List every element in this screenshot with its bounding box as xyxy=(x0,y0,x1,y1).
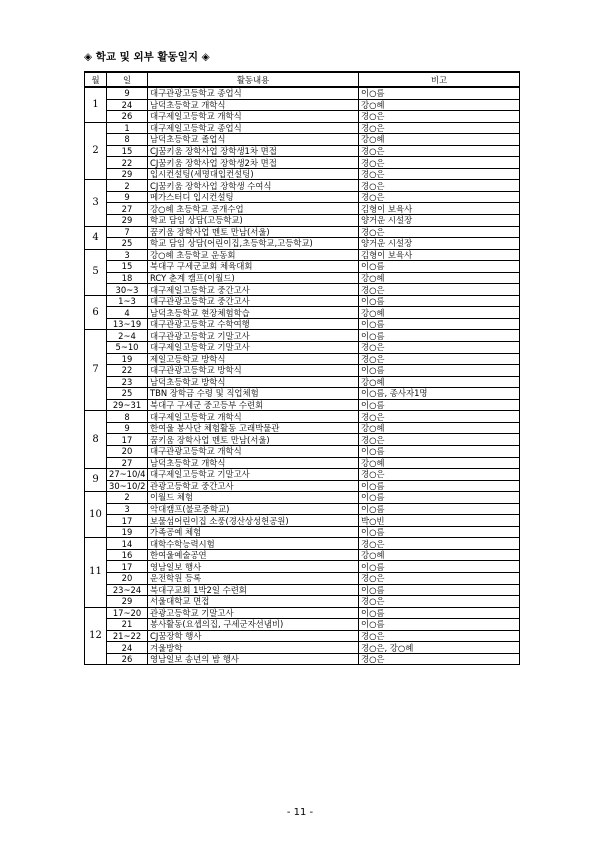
activity-cell: 학교 담임 상담(고등학교) xyxy=(148,215,359,227)
table-row xyxy=(85,422,520,434)
day-cell: 7 xyxy=(107,226,148,238)
activity-cell: 관광고등학교 기말고사 xyxy=(148,607,359,619)
day-cell: 9 xyxy=(107,191,148,203)
activity-cell: 강○혜 초등학교 공개수업 xyxy=(148,203,359,215)
activity-cell: 남덕초등학교 현장체험학습 xyxy=(148,307,359,319)
activity-cell: 남덕초등학교 개학식 xyxy=(148,99,359,111)
activity-cell: 메가스터디 입시컨설팅 xyxy=(148,191,359,203)
header-month: 월 xyxy=(85,72,107,87)
day-cell: 22 xyxy=(107,157,148,169)
month-cell: 12 xyxy=(85,607,107,665)
activity-cell: 대구관광고등학교 종업식 xyxy=(148,87,359,99)
note-cell: 이○름 xyxy=(359,261,520,273)
day-cell: 30~10/2 xyxy=(107,480,148,492)
note-cell: 강○혜 xyxy=(359,99,520,111)
table-row xyxy=(85,261,520,273)
note-cell: 경○은 xyxy=(359,653,520,665)
activity-cell: 남덕초등학교 졸업식 xyxy=(148,134,359,146)
day-cell: 15 xyxy=(107,261,148,273)
day-cell: 24 xyxy=(107,642,148,654)
activity-cell: 남덕초등학교 방학식 xyxy=(148,376,359,388)
activity-cell: 입시컨설팅(세명대입컨설팅) xyxy=(148,168,359,180)
table-row xyxy=(85,122,520,134)
day-cell: 26 xyxy=(107,653,148,665)
table-row xyxy=(85,215,520,227)
note-cell: 이○름 xyxy=(359,365,520,377)
month-cell: 9 xyxy=(85,469,107,492)
activity-cell: 대구제일고등학교 종업식 xyxy=(148,122,359,134)
note-cell: 경○은 xyxy=(359,180,520,192)
table-row xyxy=(85,526,520,538)
month-cell: 6 xyxy=(85,295,107,330)
activity-cell: 강○혜 초등학교 운동회 xyxy=(148,249,359,261)
day-cell: 20 xyxy=(107,445,148,457)
table-row xyxy=(85,342,520,354)
table-row xyxy=(85,399,520,411)
activity-cell: CJ꿈키움 장학사업 장학생2차 면접 xyxy=(148,157,359,169)
day-cell: 15 xyxy=(107,145,148,157)
day-cell: 2 xyxy=(107,492,148,504)
note-cell: 강○혜 xyxy=(359,457,520,469)
day-cell: 21~22 xyxy=(107,630,148,642)
month-cell: 2 xyxy=(85,122,107,180)
day-cell: 26 xyxy=(107,111,148,123)
table-row xyxy=(85,249,520,261)
day-cell: 30~3 xyxy=(107,284,148,296)
note-cell: 박○빈 xyxy=(359,515,520,527)
header-note: 비고 xyxy=(359,72,520,87)
activity-cell: 대구관광고등학교 개학식 xyxy=(148,445,359,457)
note-cell: 이○름 xyxy=(359,584,520,596)
note-cell: 경○은 xyxy=(359,630,520,642)
month-cell: 3 xyxy=(85,180,107,226)
note-cell: 경○은 xyxy=(359,284,520,296)
day-cell: 8 xyxy=(107,134,148,146)
day-cell: 4 xyxy=(107,307,148,319)
day-cell: 1 xyxy=(107,122,148,134)
day-cell: 23~24 xyxy=(107,584,148,596)
note-cell: 경○은, 강○혜 xyxy=(359,642,520,654)
activity-cell: 대구관광고등학교 방학식 xyxy=(148,365,359,377)
day-cell: 9 xyxy=(107,87,148,99)
table-row xyxy=(85,99,520,111)
activity-cell: 대구제일고등학교 기말고사 xyxy=(148,342,359,354)
month-cell: 10 xyxy=(85,492,107,538)
table-row xyxy=(85,180,520,192)
table-row xyxy=(85,642,520,654)
table-row xyxy=(85,330,520,342)
activity-cell: 대구제일고등학교 개학식 xyxy=(148,111,359,123)
table-row xyxy=(85,157,520,169)
day-cell: 29 xyxy=(107,596,148,608)
activity-log-table xyxy=(84,71,520,665)
table-row xyxy=(85,238,520,250)
table-row xyxy=(85,584,520,596)
table-row xyxy=(85,480,520,492)
month-cell: 5 xyxy=(85,249,107,295)
activity-cell: 대구관광고등학교 중간고사 xyxy=(148,295,359,307)
table-row xyxy=(85,87,520,99)
day-cell: 22 xyxy=(107,365,148,377)
activity-cell: 한여울 봉사단 체험활동 고래박물관 xyxy=(148,422,359,434)
day-cell: 17 xyxy=(107,434,148,446)
table-row xyxy=(85,561,520,573)
day-cell: 18 xyxy=(107,272,148,284)
table-row xyxy=(85,492,520,504)
page-title: ◈ 학교 및 외부 활동일지 ◈ xyxy=(84,51,210,63)
table-row xyxy=(85,445,520,457)
activity-cell: TBN 장학금 수령 및 직업체험 xyxy=(148,388,359,400)
table-row xyxy=(85,503,520,515)
table-row xyxy=(85,376,520,388)
table-row xyxy=(85,457,520,469)
table-row xyxy=(85,272,520,284)
day-cell: 19 xyxy=(107,353,148,365)
activity-cell: 가족공예 체험 xyxy=(148,526,359,538)
activity-cell: 꿈키움 장학사업 멘토 만남(서울) xyxy=(148,226,359,238)
activity-cell: 북대구교회 1박2일 수련회 xyxy=(148,584,359,596)
table-row xyxy=(85,630,520,642)
month-cell: 1 xyxy=(85,87,107,122)
note-cell: 경○은 xyxy=(359,168,520,180)
note-cell: 이○름 xyxy=(359,492,520,504)
note-cell: 강○혜 xyxy=(359,549,520,561)
day-cell: 14 xyxy=(107,538,148,550)
month-cell: 11 xyxy=(85,538,107,607)
note-cell: 경○은 xyxy=(359,145,520,157)
note-cell: 양거운 시설장 xyxy=(359,215,520,227)
note-cell: 이○름 xyxy=(359,295,520,307)
day-cell: 3 xyxy=(107,249,148,261)
note-cell: 경○은 xyxy=(359,538,520,550)
day-cell: 25 xyxy=(107,238,148,250)
activity-cell: 운전학원 등록 xyxy=(148,572,359,584)
day-cell: 3 xyxy=(107,503,148,515)
day-cell: 9 xyxy=(107,422,148,434)
activity-cell: 대학수학능력시험 xyxy=(148,538,359,550)
table-row xyxy=(85,191,520,203)
activity-cell: 북대구 구세군 중고등부 수련회 xyxy=(148,399,359,411)
note-cell: 강○혜 xyxy=(359,307,520,319)
activity-cell: 악대캠프(불로중학교) xyxy=(148,503,359,515)
activity-cell: 봉사활동(요셉의집, 구세군자선냄비) xyxy=(148,619,359,631)
table-row xyxy=(85,653,520,665)
activity-cell: 대구관광고등학교 기말고사 xyxy=(148,330,359,342)
table-row xyxy=(85,411,520,423)
activity-cell: CJ꿈키움 장학사업 장학생 수여식 xyxy=(148,180,359,192)
table-row xyxy=(85,307,520,319)
activity-cell: 겨울방학 xyxy=(148,642,359,654)
table-row xyxy=(85,469,520,481)
activity-cell: 대구제일고등학교 기말고사 xyxy=(148,469,359,481)
note-cell: 김형이 보육사 xyxy=(359,203,520,215)
activity-cell: 영남일보 행사 xyxy=(148,561,359,573)
table-row xyxy=(85,134,520,146)
table-row xyxy=(85,203,520,215)
note-cell: 이○름 xyxy=(359,607,520,619)
day-cell: 27~10/4 xyxy=(107,469,148,481)
activity-cell: CJ꿈키움 장학사업 장학생1차 면접 xyxy=(148,145,359,157)
day-cell: 23 xyxy=(107,376,148,388)
day-cell: 19 xyxy=(107,526,148,538)
month-cell: 8 xyxy=(85,411,107,469)
day-cell: 29~31 xyxy=(107,399,148,411)
note-cell: 이○름 xyxy=(359,399,520,411)
note-cell: 경○은 xyxy=(359,596,520,608)
day-cell: 29 xyxy=(107,168,148,180)
activity-cell: 학교 담임 상담(어린이집,초등학교,고등학교) xyxy=(148,238,359,250)
month-cell: 4 xyxy=(85,226,107,249)
note-cell: 경○은 xyxy=(359,111,520,123)
note-cell: 경○은 xyxy=(359,122,520,134)
note-cell: 이○름 xyxy=(359,526,520,538)
note-cell: 경○은 xyxy=(359,226,520,238)
day-cell: 20 xyxy=(107,572,148,584)
day-cell: 1~3 xyxy=(107,295,148,307)
note-cell: 김형이 보육사 xyxy=(359,249,520,261)
activity-cell: 보물섬어린이집 소풍(경산상성헌공원) xyxy=(148,515,359,527)
note-cell: 경○은 xyxy=(359,353,520,365)
note-cell: 경○은 xyxy=(359,469,520,481)
note-cell: 강○혜 xyxy=(359,376,520,388)
activity-cell: 제일고등학교 방학식 xyxy=(148,353,359,365)
note-cell: 경○은 xyxy=(359,342,520,354)
day-cell: 27 xyxy=(107,457,148,469)
table-row xyxy=(85,388,520,400)
day-cell: 17~20 xyxy=(107,607,148,619)
header-activity: 활동내용 xyxy=(148,72,359,87)
note-cell: 이○름 xyxy=(359,619,520,631)
note-cell: 경○은 xyxy=(359,572,520,584)
activity-cell: 영남일보 송년의 밤 행사 xyxy=(148,653,359,665)
note-cell: 양거운 시설장 xyxy=(359,238,520,250)
table-row xyxy=(85,284,520,296)
day-cell: 2~4 xyxy=(107,330,148,342)
note-cell: 경○은 xyxy=(359,434,520,446)
note-cell: 경○은 xyxy=(359,191,520,203)
table-row xyxy=(85,111,520,123)
day-cell: 27 xyxy=(107,203,148,215)
table-row xyxy=(85,549,520,561)
table-row xyxy=(85,168,520,180)
day-cell: 25 xyxy=(107,388,148,400)
table-body xyxy=(85,87,520,665)
table-row xyxy=(85,353,520,365)
day-cell: 21 xyxy=(107,619,148,631)
activity-cell: CJ꿈장학 행사 xyxy=(148,630,359,642)
day-cell: 24 xyxy=(107,99,148,111)
activity-cell: 한여울예술공연 xyxy=(148,549,359,561)
table-header-row xyxy=(85,72,520,87)
table-row xyxy=(85,572,520,584)
activity-cell: 관광고등학교 중간고사 xyxy=(148,480,359,492)
table-row xyxy=(85,596,520,608)
table-row xyxy=(85,538,520,550)
note-cell: 강○혜 xyxy=(359,272,520,284)
table-row xyxy=(85,318,520,330)
note-cell: 강○혜 xyxy=(359,134,520,146)
activity-cell: 북대구 구세군교회 체육대회 xyxy=(148,261,359,273)
header-day: 일 xyxy=(107,72,148,87)
table-row xyxy=(85,434,520,446)
note-cell: 이○름 xyxy=(359,503,520,515)
activity-cell: 꿈키움 장학사업 멘토 만남(서울) xyxy=(148,434,359,446)
note-cell: 강○혜 xyxy=(359,422,520,434)
activity-cell: 남덕초등학교 개학식 xyxy=(148,457,359,469)
table-row xyxy=(85,607,520,619)
activity-cell: 대구제일고등학교 중간고사 xyxy=(148,284,359,296)
activity-cell: 대구제일고등학교 개학식 xyxy=(148,411,359,423)
activity-cell: 대구관광고등학교 수학여행 xyxy=(148,318,359,330)
day-cell: 17 xyxy=(107,561,148,573)
note-cell: 이○름 xyxy=(359,318,520,330)
note-cell: 이○름 xyxy=(359,330,520,342)
note-cell: 경○은 xyxy=(359,157,520,169)
note-cell: 이○름 xyxy=(359,561,520,573)
table-row xyxy=(85,226,520,238)
table-row xyxy=(85,295,520,307)
day-cell: 16 xyxy=(107,549,148,561)
day-cell: 8 xyxy=(107,411,148,423)
day-cell: 13~19 xyxy=(107,318,148,330)
table-row xyxy=(85,515,520,527)
table-row xyxy=(85,145,520,157)
day-cell: 29 xyxy=(107,215,148,227)
page-number: - 11 - xyxy=(286,807,314,818)
day-cell: 2 xyxy=(107,180,148,192)
day-cell: 5~10 xyxy=(107,342,148,354)
day-cell: 17 xyxy=(107,515,148,527)
table-row xyxy=(85,619,520,631)
note-cell: 경○은 xyxy=(359,411,520,423)
note-cell: 이○름 xyxy=(359,87,520,99)
activity-cell: RCY 춘계 캠프(이월드) xyxy=(148,272,359,284)
note-cell: 이○름 xyxy=(359,445,520,457)
note-cell: 이○름, 종사자1명 xyxy=(359,388,520,400)
note-cell: 이○름 xyxy=(359,480,520,492)
month-cell: 7 xyxy=(85,330,107,411)
table-row xyxy=(85,365,520,377)
activity-cell: 이월드 체험 xyxy=(148,492,359,504)
activity-cell: 서울대학교 면접 xyxy=(148,596,359,608)
